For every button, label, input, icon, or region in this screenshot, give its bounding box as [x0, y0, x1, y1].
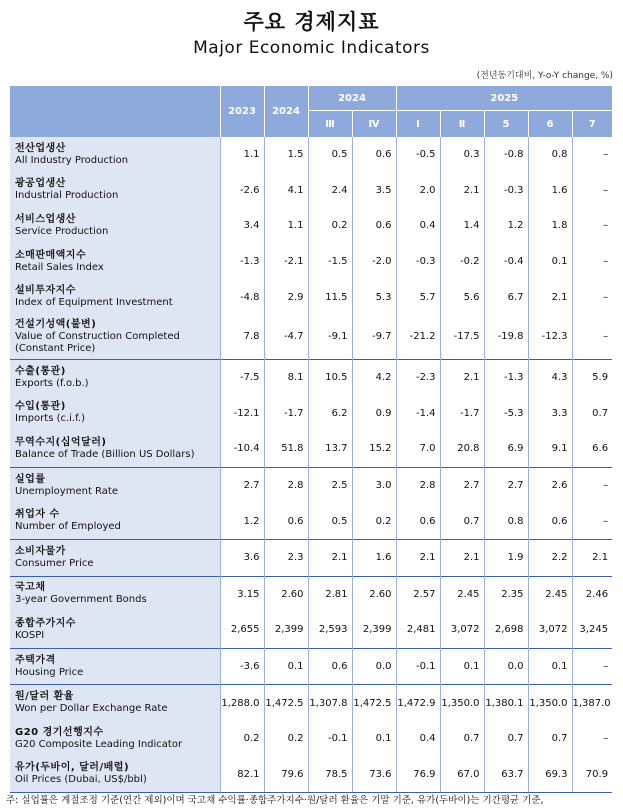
value-cell: 0.1	[528, 648, 572, 685]
value-cell: 78.5	[308, 757, 352, 793]
value-cell: 8.1	[264, 359, 308, 395]
value-cell: 2.1	[572, 539, 612, 576]
header-2025-q1: Ⅰ	[396, 111, 440, 138]
value-cell: 2.1	[440, 173, 484, 209]
value-cell: -1.7	[440, 396, 484, 432]
table-row	[10, 173, 612, 209]
value-cell: 0.6	[528, 503, 572, 539]
value-cell: 2.1	[528, 279, 572, 315]
value-cell: 1.6	[352, 539, 396, 576]
value-cell: 0.8	[528, 137, 572, 173]
value-cell: 6.2	[308, 396, 352, 432]
value-cell: 1.2	[220, 503, 264, 539]
indicators-table	[10, 86, 612, 793]
value-cell: 2.8	[264, 467, 308, 503]
value-cell: 1,307.8	[308, 685, 352, 721]
value-cell: 0.0	[352, 648, 396, 685]
value-cell: 2.81	[308, 576, 352, 612]
indicator-name-ko: 주택가격	[15, 654, 56, 666]
value-cell: 0.5	[308, 503, 352, 539]
value-cell: 2,698	[484, 612, 528, 648]
row-label	[10, 244, 220, 280]
indicator-name-en: KOSPI	[15, 629, 45, 641]
value-cell: 20.8	[440, 431, 484, 467]
value-cell: 2.45	[440, 576, 484, 612]
header-2025-m6: 6	[528, 111, 572, 138]
value-cell: 0.6	[396, 503, 440, 539]
value-cell: 9.1	[528, 431, 572, 467]
value-cell: 2.7	[484, 467, 528, 503]
value-cell: 0.6	[352, 208, 396, 244]
row-label	[10, 612, 220, 648]
value-cell: 1,472.5	[264, 685, 308, 721]
value-cell: -1.3	[220, 244, 264, 280]
value-cell: 0.6	[264, 503, 308, 539]
value-cell: -2.0	[352, 244, 396, 280]
value-cell: 5.7	[396, 279, 440, 315]
table-row	[10, 431, 612, 467]
indicator-name-en: Oil Prices (Dubai, US$/bbl)	[15, 774, 147, 786]
value-cell: 0.7	[440, 721, 484, 757]
indicator-name-ko: 광공업생산	[15, 178, 66, 190]
table-row	[10, 396, 612, 432]
value-cell: 6.7	[484, 279, 528, 315]
value-cell: 1.6	[528, 173, 572, 209]
indicator-name-en-note: (Constant Price)	[15, 342, 96, 354]
value-cell: 1.4	[440, 208, 484, 244]
value-cell: 0.6	[352, 137, 396, 173]
value-cell: 5.9	[572, 359, 612, 395]
value-cell: -0.2	[440, 244, 484, 280]
row-label	[10, 648, 220, 685]
value-cell: 3.0	[352, 467, 396, 503]
value-cell: -0.4	[484, 244, 528, 280]
header-2025-m7: 7	[572, 111, 612, 138]
value-cell: 11.5	[308, 279, 352, 315]
page-title: 주요 경제지표	[243, 10, 380, 34]
indicator-name-en: G20 Composite Leading Indicator	[15, 738, 183, 750]
table-row	[10, 279, 612, 315]
value-cell: 0.2	[220, 721, 264, 757]
value-cell: -19.8	[484, 315, 528, 360]
value-cell: 1,472.9	[396, 685, 440, 721]
row-label	[10, 721, 220, 757]
value-cell: 7.0	[396, 431, 440, 467]
value-cell: 0.4	[396, 721, 440, 757]
table-row	[10, 359, 612, 395]
value-cell: 82.1	[220, 757, 264, 793]
indicator-name-en: Unemployment Rate	[15, 485, 118, 497]
row-label	[10, 757, 220, 793]
value-cell: 0.2	[264, 721, 308, 757]
value-cell: -12.1	[220, 396, 264, 432]
value-cell: 67.0	[440, 757, 484, 793]
indicator-name-ko: 전산업생산	[15, 142, 66, 154]
indicator-name-ko: 취업자 수	[15, 509, 60, 521]
value-cell: –	[572, 137, 612, 173]
value-cell: 7.8	[220, 315, 264, 360]
value-cell: 1,472.5	[352, 685, 396, 721]
value-cell: 1.8	[528, 208, 572, 244]
value-cell: -0.1	[396, 648, 440, 685]
value-cell: –	[572, 208, 612, 244]
indicator-name-ko: 원/달러 환율	[15, 691, 74, 703]
value-cell: –	[572, 279, 612, 315]
indicator-name-en: Retail Sales Index	[15, 261, 104, 273]
table-row	[10, 648, 612, 685]
value-cell: -4.7	[264, 315, 308, 360]
value-cell: 1.1	[220, 137, 264, 173]
value-cell: -0.5	[396, 137, 440, 173]
value-cell: 2.1	[440, 539, 484, 576]
indicator-name-en: Imports (c.i.f.)	[15, 413, 85, 425]
value-cell: 13.7	[308, 431, 352, 467]
row-label	[10, 137, 220, 173]
table-row	[10, 315, 612, 360]
table-row	[10, 576, 612, 612]
value-cell: -0.3	[396, 244, 440, 280]
value-cell: 1.2	[484, 208, 528, 244]
value-cell: 4.3	[528, 359, 572, 395]
value-cell: 3.6	[220, 539, 264, 576]
row-label	[10, 208, 220, 244]
value-cell: 0.5	[308, 137, 352, 173]
value-cell: –	[572, 244, 612, 280]
value-cell: 1.5	[264, 137, 308, 173]
value-cell: 3.3	[528, 396, 572, 432]
value-cell: 2,481	[396, 612, 440, 648]
value-cell: 3.5	[352, 173, 396, 209]
header-2025-q2: Ⅱ	[440, 111, 484, 138]
row-label	[10, 431, 220, 467]
value-cell: -9.7	[352, 315, 396, 360]
row-label	[10, 359, 220, 395]
value-cell: 3,072	[440, 612, 484, 648]
value-cell: 1,350.0	[440, 685, 484, 721]
value-cell: -21.2	[396, 315, 440, 360]
value-cell: 0.1	[528, 244, 572, 280]
indicator-name-en: Value of Construction Completed	[15, 330, 180, 342]
indicator-name-ko: 수출(통관)	[15, 365, 66, 377]
value-cell: -10.4	[220, 431, 264, 467]
indicator-name-ko: 국고채	[15, 582, 46, 594]
header-2024-q4: Ⅳ	[352, 111, 396, 138]
indicator-name-en: Housing Price	[15, 666, 84, 678]
value-cell: 0.7	[484, 721, 528, 757]
value-cell: 1,380.1	[484, 685, 528, 721]
row-label	[10, 279, 220, 315]
indicator-name-ko: G20 경기선행지수	[15, 726, 104, 738]
row-label	[10, 315, 220, 360]
header-2024-q3: Ⅲ	[308, 111, 352, 138]
indicator-name-ko: 무역수지(십억달러)	[15, 436, 107, 448]
indicator-name-ko: 수입(통관)	[15, 401, 66, 413]
value-cell: 2.7	[440, 467, 484, 503]
value-cell: 0.7	[528, 721, 572, 757]
value-cell: 6.9	[484, 431, 528, 467]
value-cell: -1.7	[264, 396, 308, 432]
value-cell: 0.1	[440, 648, 484, 685]
value-cell: -1.3	[484, 359, 528, 395]
value-cell: 2,593	[308, 612, 352, 648]
value-cell: 2.35	[484, 576, 528, 612]
value-cell: 1,387.0	[572, 685, 612, 721]
table-row	[10, 244, 612, 280]
indicator-name-en: 3-year Government Bonds	[15, 594, 147, 606]
value-cell: 5.6	[440, 279, 484, 315]
value-cell: 3,245	[572, 612, 612, 648]
value-cell: 0.7	[572, 396, 612, 432]
footnote: 주: 실업률은 계절조정 기준(연간 제외)이며 국고채 수익률·종합주가지수·원/달러 환율은 기말 기준, 유가(두바이)는 기간평균 기준,	[6, 795, 544, 806]
value-cell: 15.2	[352, 431, 396, 467]
value-cell: 0.2	[308, 208, 352, 244]
value-cell: 79.6	[264, 757, 308, 793]
indicator-name-en: Service Production	[15, 225, 109, 237]
table-row	[10, 612, 612, 648]
table-row	[10, 208, 612, 244]
value-cell: 2.3	[264, 539, 308, 576]
value-cell: -5.3	[484, 396, 528, 432]
value-cell: –	[572, 503, 612, 539]
value-cell: 3,072	[528, 612, 572, 648]
table-row	[10, 685, 612, 721]
value-cell: 1,288.0	[220, 685, 264, 721]
header-row-years	[10, 86, 612, 111]
value-cell: 0.1	[264, 648, 308, 685]
indicator-name-ko: 서비스업생산	[15, 213, 76, 225]
header-blank	[10, 86, 220, 137]
row-label	[10, 467, 220, 503]
indicator-name-en: Balance of Trade (Billion US Dollars)	[15, 448, 195, 460]
value-cell: 2.9	[264, 279, 308, 315]
value-cell: -2.1	[264, 244, 308, 280]
value-cell: 2.1	[440, 359, 484, 395]
table-row	[10, 757, 612, 793]
value-cell: 2.7	[220, 467, 264, 503]
value-cell: 2.8	[396, 467, 440, 503]
value-cell: 2.4	[308, 173, 352, 209]
value-cell: 3.4	[220, 208, 264, 244]
value-cell: –	[572, 648, 612, 685]
value-cell: 2.57	[396, 576, 440, 612]
value-cell: -0.8	[484, 137, 528, 173]
indicator-name-en: Consumer Price	[15, 557, 94, 569]
indicator-name-ko: 건설기성액(불변)	[15, 318, 97, 330]
value-cell: 0.7	[440, 503, 484, 539]
value-cell: 4.1	[264, 173, 308, 209]
value-cell: 51.8	[264, 431, 308, 467]
value-cell: 0.4	[396, 208, 440, 244]
value-cell: 0.6	[308, 648, 352, 685]
table-row	[10, 467, 612, 503]
unit-note: (전년동기대비, Y-o-Y change, %)	[476, 71, 613, 81]
value-cell: 0.8	[484, 503, 528, 539]
value-cell: 2.0	[396, 173, 440, 209]
value-cell: 10.5	[308, 359, 352, 395]
row-label	[10, 576, 220, 612]
page-subtitle: Major Economic Indicators	[193, 38, 430, 58]
value-cell: 0.0	[484, 648, 528, 685]
header-2024: 2024	[264, 86, 308, 137]
value-cell: 2.1	[396, 539, 440, 576]
indicator-name-ko: 유가(두바이, 달러/배럴)	[15, 762, 130, 774]
value-cell: -1.4	[396, 396, 440, 432]
table-row	[10, 503, 612, 539]
value-cell: 2.46	[572, 576, 612, 612]
value-cell: 0.2	[352, 503, 396, 539]
indicator-name-en: Number of Employed	[15, 521, 121, 533]
indicator-name-en: Won per Dollar Exchange Rate	[15, 703, 168, 715]
value-cell: -0.1	[308, 721, 352, 757]
indicator-name-ko: 종합주가지수	[15, 617, 76, 629]
row-label	[10, 173, 220, 209]
value-cell: –	[572, 467, 612, 503]
value-cell: 0.3	[440, 137, 484, 173]
value-cell: 1.1	[264, 208, 308, 244]
value-cell: 2.1	[308, 539, 352, 576]
value-cell: 6.6	[572, 431, 612, 467]
value-cell: 2.5	[308, 467, 352, 503]
value-cell: 2.6	[528, 467, 572, 503]
indicator-name-ko: 소매판매액지수	[15, 249, 87, 261]
value-cell: -2.6	[220, 173, 264, 209]
value-cell: -1.5	[308, 244, 352, 280]
value-cell: 73.6	[352, 757, 396, 793]
indicator-name-en: All Industry Production	[15, 154, 129, 166]
value-cell: 69.3	[528, 757, 572, 793]
value-cell: 76.9	[396, 757, 440, 793]
row-label	[10, 539, 220, 576]
value-cell: –	[572, 173, 612, 209]
indicator-name-ko: 설비투자지수	[15, 285, 76, 297]
value-cell: 5.3	[352, 279, 396, 315]
value-cell: 2,399	[352, 612, 396, 648]
value-cell: -2.3	[396, 359, 440, 395]
header-2025-m5: 5	[484, 111, 528, 138]
value-cell: 2,655	[220, 612, 264, 648]
value-cell: -9.1	[308, 315, 352, 360]
indicator-name-ko: 소비자물가	[15, 545, 66, 557]
table-row	[10, 539, 612, 576]
row-label	[10, 503, 220, 539]
value-cell: 4.2	[352, 359, 396, 395]
value-cell: –	[572, 721, 612, 757]
value-cell: 1,350.0	[528, 685, 572, 721]
value-cell: 3.15	[220, 576, 264, 612]
row-label	[10, 685, 220, 721]
value-cell: 0.9	[352, 396, 396, 432]
value-cell: 2.60	[352, 576, 396, 612]
indicator-name-en: Exports (f.o.b.)	[15, 377, 89, 389]
header-2023: 2023	[220, 86, 264, 137]
value-cell: -7.5	[220, 359, 264, 395]
indicator-name-ko: 실업률	[15, 473, 46, 485]
value-cell: 2.2	[528, 539, 572, 576]
header-group-2024: 2024	[308, 86, 396, 111]
value-cell: -4.8	[220, 279, 264, 315]
value-cell: -3.6	[220, 648, 264, 685]
value-cell: 2.45	[528, 576, 572, 612]
value-cell: 1.9	[484, 539, 528, 576]
value-cell: 0.1	[352, 721, 396, 757]
value-cell: -17.5	[440, 315, 484, 360]
indicator-name-en: Index of Equipment Investment	[15, 297, 173, 309]
row-label	[10, 396, 220, 432]
table-row	[10, 721, 612, 757]
value-cell: -12.3	[528, 315, 572, 360]
value-cell: -0.3	[484, 173, 528, 209]
value-cell: 2,399	[264, 612, 308, 648]
value-cell: 70.9	[572, 757, 612, 793]
header-group-2025: 2025	[396, 86, 612, 111]
table-row	[10, 137, 612, 173]
value-cell: –	[572, 315, 612, 360]
indicator-name-en: Industrial Production	[15, 190, 119, 202]
value-cell: 63.7	[484, 757, 528, 793]
value-cell: 2.60	[264, 576, 308, 612]
